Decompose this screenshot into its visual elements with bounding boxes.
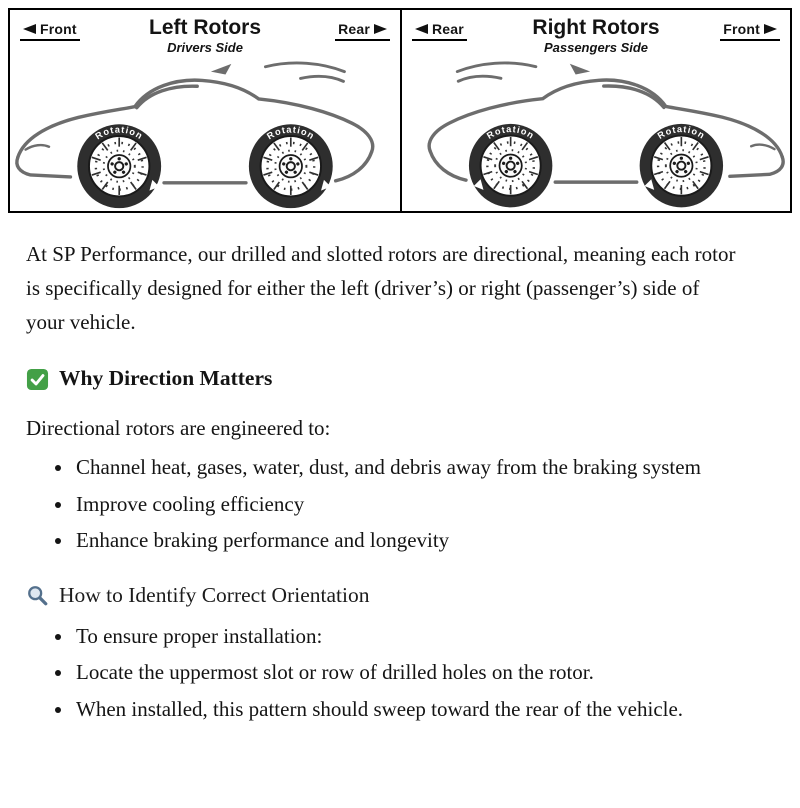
article-body bbox=[0, 213, 800, 771]
identify-orientation-heading bbox=[26, 582, 774, 610]
front-direction-label bbox=[20, 21, 80, 41]
car-illustration-right bbox=[402, 57, 790, 210]
left-rotors-panel bbox=[10, 10, 400, 211]
panel-title: Right Rotors bbox=[532, 16, 660, 39]
direction-label-text: Rear bbox=[338, 21, 370, 37]
page bbox=[0, 8, 800, 808]
why-bullet-list bbox=[26, 451, 774, 558]
left-panel-header bbox=[10, 10, 400, 55]
rotation-label: Rotation bbox=[655, 124, 708, 142]
left-arrow-icon bbox=[415, 24, 428, 34]
rear-direction-label bbox=[335, 21, 390, 41]
heading-text: How to Identify Correct Orientation bbox=[59, 582, 370, 607]
list-item: • Locate the uppermost slot or row of drilled holes on the rotor. bbox=[74, 656, 746, 690]
list-item: • Channel heat, gases, water, dust, and debris away from the braking system bbox=[74, 451, 746, 485]
direction-label-text: Rear bbox=[432, 21, 464, 37]
right-rotors-panel bbox=[400, 10, 790, 211]
left-panel-title-stack bbox=[143, 17, 267, 55]
direction-label-text: Front bbox=[40, 21, 77, 37]
intro-paragraph: At SP Performance, our drilled and slotted rotors are directional, meaning each rotor is specifically designed for either the left (driver’s) or right (passenger’s) side of your vehicle. bbox=[26, 242, 736, 335]
rotation-label: Rotation bbox=[93, 124, 145, 142]
why-lead-paragraph: Directional rotors are engineered to: bbox=[26, 416, 331, 441]
rotation-label: Rotation bbox=[485, 124, 537, 142]
identify-bullet-list bbox=[26, 620, 774, 727]
list-item: • To ensure proper installation: bbox=[74, 620, 746, 654]
panel-title: Left Rotors bbox=[149, 16, 261, 39]
list-item: • Enhance braking performance and longevity bbox=[74, 524, 746, 558]
right-panel-header bbox=[402, 10, 790, 55]
rotor-direction-diagram bbox=[8, 8, 792, 213]
car-illustration-left bbox=[10, 57, 400, 211]
panel-subtitle: Drivers Side bbox=[167, 40, 243, 56]
list-item: • Improve cooling efficiency bbox=[74, 488, 746, 522]
rotation-label: Rotation bbox=[265, 124, 317, 142]
right-arrow-icon bbox=[374, 24, 387, 34]
heading-text: Why Direction Matters bbox=[59, 366, 273, 391]
direction-label-text: Front bbox=[723, 21, 760, 37]
left-arrow-icon bbox=[23, 24, 36, 34]
panel-subtitle: Passengers Side bbox=[543, 40, 649, 56]
list-item: • When installed, this pattern should sweep toward the rear of the vehicle. bbox=[74, 693, 746, 727]
magnifier-icon bbox=[26, 584, 49, 607]
rear-direction-label bbox=[412, 21, 467, 41]
front-direction-label bbox=[720, 21, 780, 41]
check-mark-icon bbox=[26, 368, 49, 391]
right-arrow-icon bbox=[764, 24, 777, 34]
right-panel-title-stack bbox=[526, 17, 665, 55]
why-direction-matters-heading bbox=[26, 365, 774, 393]
